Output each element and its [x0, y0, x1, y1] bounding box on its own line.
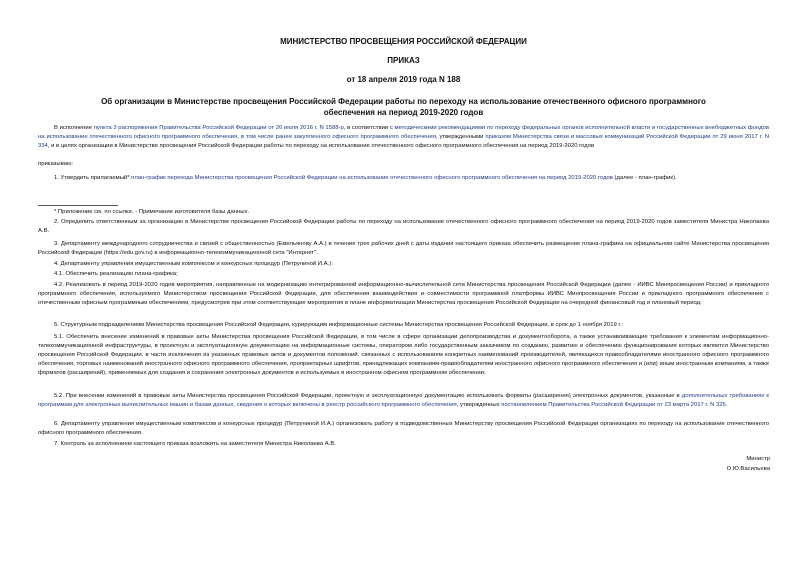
item-5-2-text-c: . [725, 402, 728, 408]
item-4-2-paragraph [38, 281, 769, 308]
item-1-text-b: (далее - план-график). [612, 175, 677, 181]
item-2-text: 2. Определить ответственным за организацию в Министерстве просвещения Российской Федерации работы по переходу на использование отечественного офисного программного обеспечения на период 2019-2020 годов заместителя Министра Николаева А.В. [38, 219, 769, 234]
item-5-text: 5. Структурным подразделениям Министерства просвещения Российской Федерации, курирующим информационные системы Министерства просвещения Российской Федерации, в срок до 1 ноября 2019 г.: [54, 322, 624, 328]
date-number-heading: от 18 апреля 2019 года N 188 [346, 75, 461, 84]
intro-link-recommendations[interactable]: методическими рекомендациями по переходу федеральных органов исполнительной власти и государственных внебюджетных фондов на использование отечественного офисного программного обеспечения, в том числе ранее закупленного офисного программного обеспечения [38, 125, 769, 140]
item-4-text: 4. Департаменту управления имущественным комплексом и конкурсных процедур (Петруниной И.А.): [54, 261, 333, 267]
item-5-1-text: 5.1. Обеспечить внесение изменений в правовые акты Министерства просвещения Российской Федерации, в том числе в сфере организации делопроизводства и документооборота, а также устанавливающие требования к элементам информационно-телекоммуникационной инфраструктуры, в проектную и эксплуатационную документацию на информационные системы, оператором либо государственным заказчиком по созданию, развитию и обеспечению функционирования которых является Министерство просвещения Российской Федерации, в части исключения из указанных правовых актов и документов положений, связанных с использованием конкретных наименований производителей, являющихся правообладателями иностранного офисного программного обеспечения, торговых наименований иностранного офисного программного обеспечения, проприетарных шрифтов, принадлежащих компаниям-правообладателям иностранного офисного программного обеспечения и (или) иным иностранным компаниям, а также форматов (расширений), применяемых для создания и сохранения электронных документов и используемых в иностранном офисном программном обеспечении; [38, 334, 769, 376]
item-4-1-text: 4.1. Обеспечить реализацию плана-графика; [54, 271, 178, 277]
item-4-2-text: 4.2. Реализовать в период 2019-2020 годов мероприятия, направленные на модернизацию интегрированной информационно-вычислительной сети Министерства просвещения Российской Федерации (далее - ИИВС Минпросвещения России) и прикладного программного обеспечения, используемого Министерством просвещения Российской Федерации, для обеспечения взаимодействия и совместимости программной платформы ИИВС Минпросвещения России и прикладного программного обеспечения с отечественным офисным программным обеспечением, предусмотрев при этом соответствующие мероприятия в плане информатизации Министерства просвещения Российской Федерации на очередной финансовый год и плановый период. [38, 282, 769, 306]
item-1-link-plan[interactable]: план-график перехода Министерства просвещения Российской Федерации на использование отечественного офисного программного обеспечения на период 2019-2020 годов [131, 175, 613, 181]
doc-type-heading: ПРИКАЗ [387, 56, 420, 65]
item-5-2-paragraph [38, 392, 769, 410]
document-title-line2: обеспечения на период 2019-2020 годов [323, 108, 484, 117]
document-title [60, 96, 747, 118]
item-5-2-link-requirements[interactable]: дополнительных требованиях к программам для электронных вычислительных машин и базам данных, сведения о которых включены в реестр российского программного обеспечения [38, 393, 770, 408]
intro-text-a: В исполнение [54, 125, 94, 131]
item-6-paragraph [38, 420, 769, 438]
intro-text-c: , утвержденными [435, 134, 486, 140]
intro-text-b: , в соответствии с [343, 125, 395, 131]
document-title-line1: Об организации в Министерстве просвещения Российской Федерации работы по переходу на использование отечественного офисного программного [101, 97, 706, 106]
item-3-paragraph [38, 240, 769, 258]
intro-link-ministry-order[interactable]: приказом Министерства связи и массовых коммуникаций Российской Федерации от 29 июня 2017 г. N 334 [38, 134, 769, 149]
ministry-heading: МИНИСТЕРСТВО ПРОСВЕЩЕНИЯ РОССИЙСКОЙ ФЕДЕРАЦИИ [280, 37, 527, 46]
item-5-1-paragraph [38, 333, 769, 378]
order-word: приказываю: [38, 161, 74, 167]
item-4-1-paragraph [38, 270, 769, 279]
intro-paragraph [38, 124, 769, 151]
item-5-2-link-resolution[interactable]: постановлением Правительства Российской Федерации от 23 марта 2017 г. N 325 [501, 402, 726, 408]
footnote-divider [38, 205, 118, 206]
item-5-2-text-b: , утвержденных [456, 402, 502, 408]
item-6-text: 6. Департаменту управления имущественным комплексом и конкурсных процедур (Петруниной И.А.) организовать работу в подведомственных Министерству просвещения Российской Федерации организациях по переходу на использование отечественного офисного программного обеспечения. [38, 421, 769, 436]
intro-text-d: , и в целях организации в Министерстве просвещения Российской Федерации работы по переходу на использование отечественного офисного программного обеспечения на период 2019-2020 годов [47, 143, 595, 149]
item-2-paragraph [38, 218, 769, 236]
item-5-2-text-a: 5.2. При внесении изменений в правовые акты Министерства просвещения Российской Федерации, проектную и эксплуатационную документацию использовать форматы (расширения) электронных документов, указанные в [54, 393, 682, 399]
item-4-paragraph [38, 260, 769, 269]
signature-name: О.Ю.Васильева [726, 466, 770, 472]
item-7-text: 7. Контроль за исполнением настоящего приказа возложить на заместителя Министра Николаева А.В. [54, 441, 336, 447]
signature-position: Министр [746, 456, 770, 462]
item-1-paragraph [38, 174, 769, 183]
item-5-paragraph [38, 321, 769, 330]
item-7-paragraph [38, 440, 769, 449]
footnote-text: * Приложение см. по ссылке. - Примечание изготовителя базы данных. [54, 209, 250, 215]
item-1-text-a: 1. Утвердить прилагаемый* [54, 175, 132, 181]
item-3-text: 3. Департаменту международного сотрудничества и связей с общественностью (Емельянову А.А.) в течение трех рабочих дней с даты издания настоящего приказа обеспечить размещение плана-графика на официальном сайте Министерства просвещения Российской Федерации (https://edu.gov.ru) в информационно-телекоммуникационной сети "Интернет". [38, 241, 769, 256]
intro-link-order[interactable]: пункта 3 распоряжения Правительства Российской Федерации от 26 июля 2016 г. N 1588-р [93, 125, 344, 131]
footnote [38, 208, 769, 217]
